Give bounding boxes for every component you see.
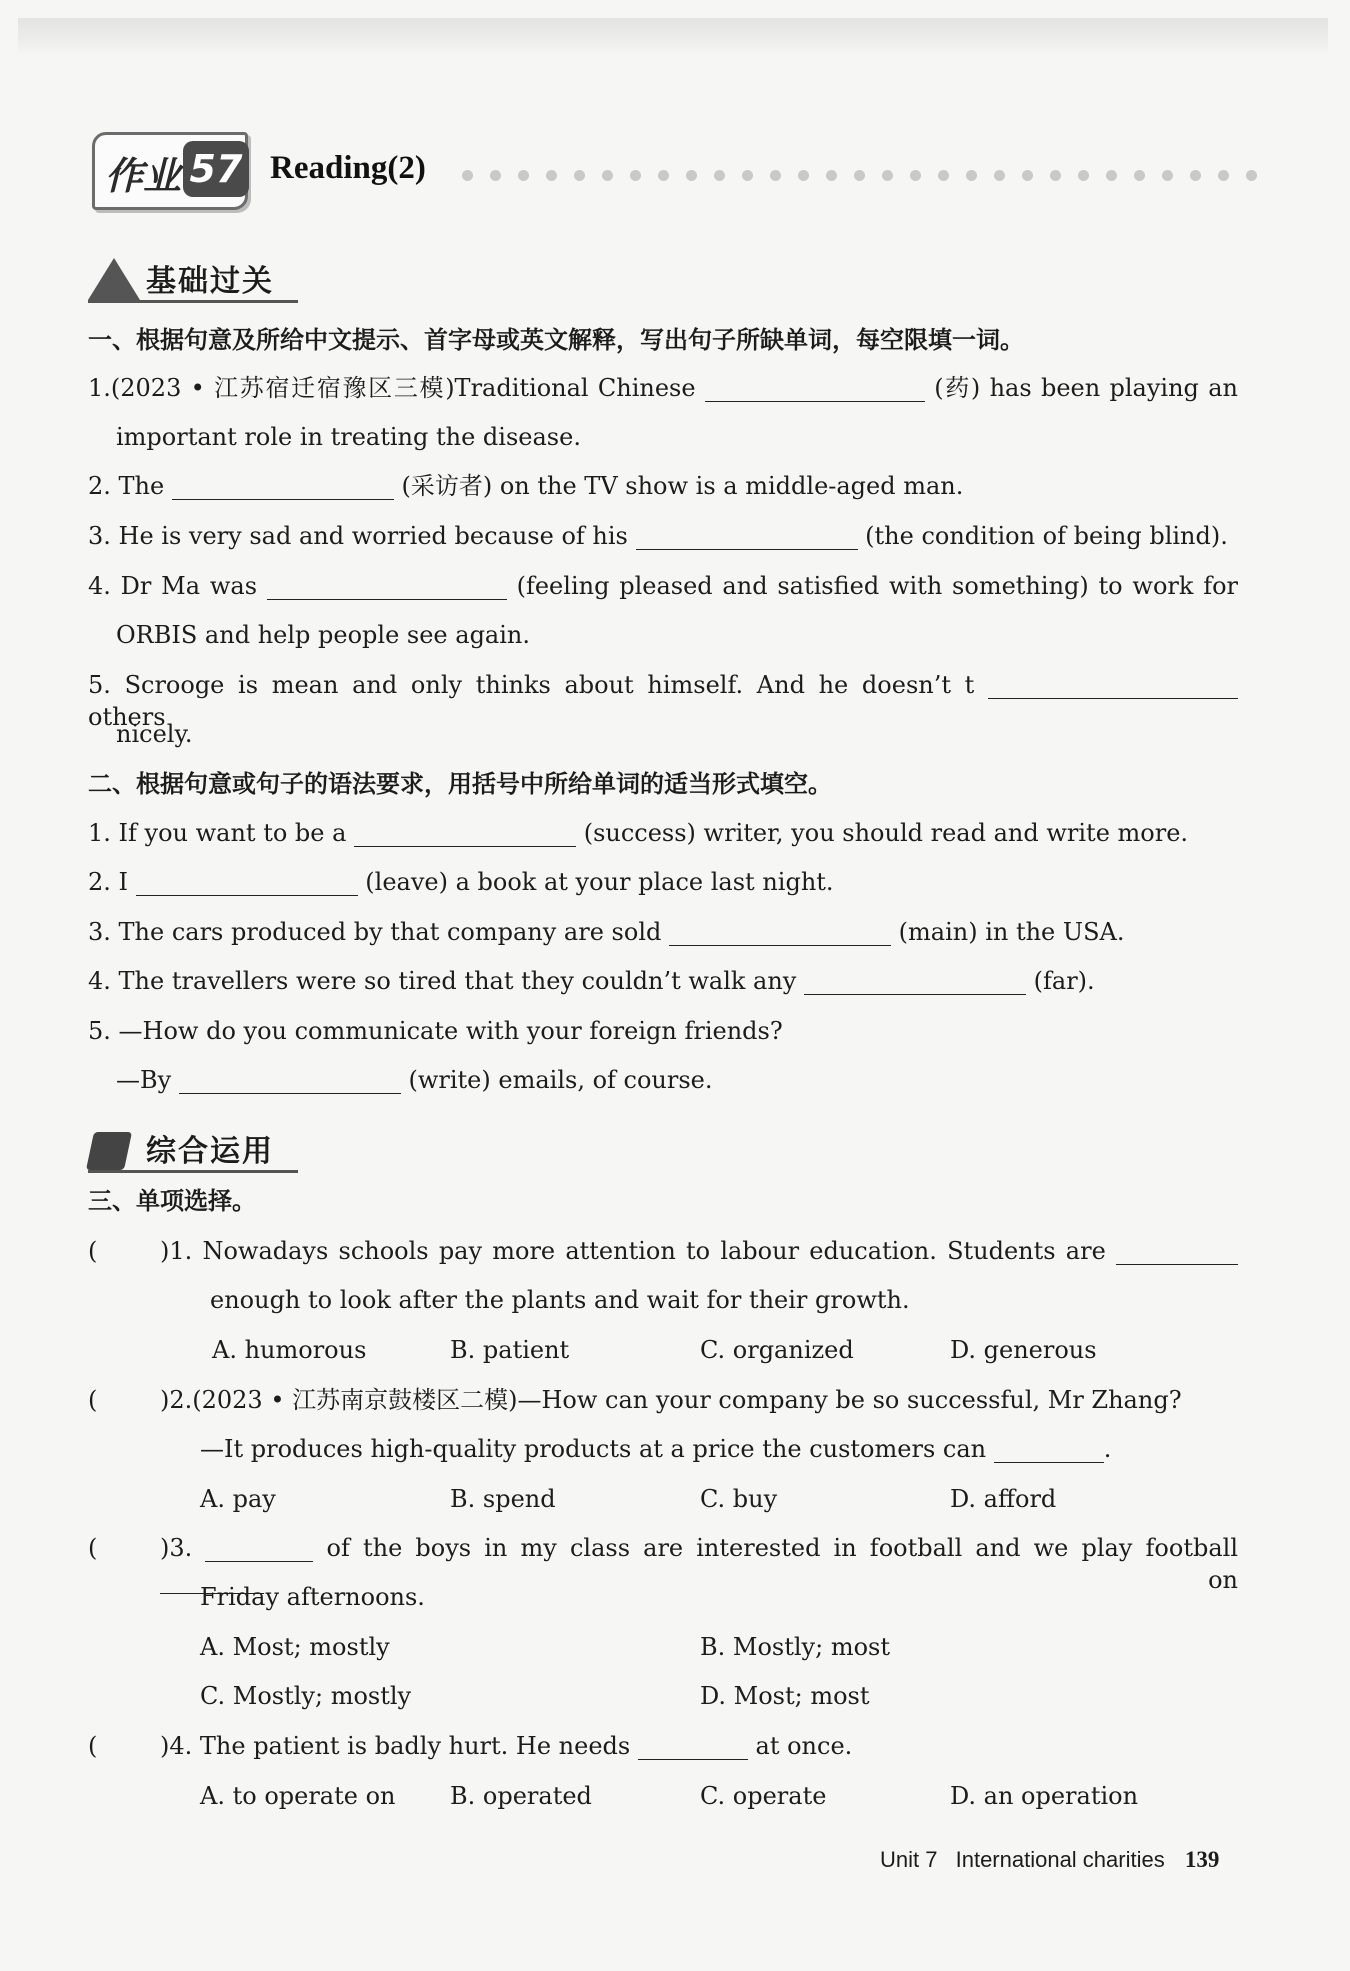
- instruction-3: 三、单项选择。: [88, 1187, 256, 1215]
- s1-question-2: [88, 470, 1238, 502]
- answer-blank[interactable]: [705, 375, 925, 402]
- option-c[interactable]: C. Mostly; mostly: [200, 1682, 412, 1710]
- mcq-2-period: .: [1103, 1435, 1112, 1463]
- option-c[interactable]: C. operate: [700, 1782, 827, 1810]
- option-b[interactable]: B. patient: [450, 1336, 570, 1364]
- s1-q1-text-a: 1.(2023 • 江苏宿迁宿豫区三模)Traditional Chinese: [88, 374, 696, 402]
- section-underline: [88, 1170, 298, 1173]
- answer-blank[interactable]: [205, 1535, 313, 1562]
- answer-blank[interactable]: [669, 919, 891, 946]
- section-heading-text: 基础过关: [146, 264, 274, 299]
- option-b[interactable]: B. spend: [450, 1485, 556, 1513]
- s2-q1-text-b: (success) writer, you should read and write more.: [583, 819, 1189, 847]
- mcq-1-stem: )1. Nowadays schools pay more attention to labour education. Students are: [160, 1237, 1106, 1265]
- triangle-icon: [88, 258, 140, 300]
- dot-divider: [462, 170, 1322, 184]
- s1-question-4: [88, 570, 1238, 602]
- s1-question-1: [88, 372, 1238, 404]
- homework-number: 57: [183, 141, 249, 197]
- option-c[interactable]: C. buy: [700, 1485, 778, 1513]
- answer-blank[interactable]: [1116, 1238, 1238, 1265]
- homework-badge: [92, 132, 248, 210]
- answer-blank[interactable]: [172, 473, 394, 500]
- answer-blank[interactable]: [636, 523, 858, 550]
- option-d[interactable]: D. an operation: [950, 1782, 1139, 1810]
- option-a[interactable]: A. Most; mostly: [200, 1633, 390, 1661]
- s2-q2-text-a: 2. I: [88, 868, 129, 896]
- s2-q2-text-b: (leave) a book at your place last night.: [365, 868, 834, 896]
- mcq-2-stem-b: —It produces high-quality products at a price the customers can: [200, 1435, 987, 1463]
- option-a[interactable]: A. humorous: [212, 1336, 367, 1364]
- option-d[interactable]: D. generous: [950, 1336, 1097, 1364]
- s1-q4-continued: ORBIS and help people see again.: [116, 621, 530, 649]
- s1-q1-text-b: (药) has been playing an: [934, 374, 1238, 402]
- mcq-1: [160, 1235, 1238, 1267]
- mcq-1-continued: enough to look after the plants and wait for their growth.: [210, 1286, 910, 1314]
- mcq-3-on: on: [1208, 1566, 1238, 1594]
- mcq-2: )2.(2023 • 江苏南京鼓楼区二模)—How can your company be so successful, Mr Zhang?: [160, 1386, 1182, 1414]
- page-title: Reading(2): [270, 150, 426, 186]
- footer-title: International charities: [955, 1847, 1165, 1872]
- s2-q3-text-b: (main) in the USA.: [898, 918, 1125, 946]
- scan-top-shadow: [18, 18, 1328, 56]
- footer-unit: Unit 7: [880, 1847, 938, 1872]
- section-heading-application: [88, 1122, 308, 1174]
- page-footer: [880, 1845, 1219, 1875]
- s2-q3-text-a: 3. The cars produced by that company are sold: [88, 918, 662, 946]
- s2-q1-text-a: 1. If you want to be a: [88, 819, 347, 847]
- homework-header: [92, 128, 1332, 212]
- option-b[interactable]: B. Mostly; most: [700, 1633, 890, 1661]
- mcq-3-continued: Friday afternoons.: [200, 1583, 425, 1611]
- mcq-4-stem-b: at once.: [755, 1732, 853, 1760]
- section-heading-text: 综合运用: [146, 1134, 274, 1169]
- answer-paren[interactable]: (: [88, 1732, 98, 1760]
- answer-paren[interactable]: (: [88, 1386, 98, 1414]
- option-a[interactable]: A. pay: [200, 1485, 276, 1513]
- section-heading-basics: [88, 252, 308, 304]
- option-a[interactable]: A. to operate on: [200, 1782, 396, 1810]
- answer-blank[interactable]: [804, 968, 1026, 995]
- mcq-3-num: )3.: [160, 1534, 193, 1562]
- s1-q2-text-b: (采访者) on the TV show is a middle-aged man.: [401, 472, 964, 500]
- section-underline: [88, 300, 298, 303]
- answer-blank[interactable]: [354, 820, 576, 847]
- mcq-2-continued: [200, 1433, 1238, 1465]
- s1-q5-text-a: 5. Scrooge is mean and only thinks about himself. And he doesn’t t: [88, 671, 975, 699]
- mcq-3-stem: of the boys in my class are interested in football and we play football: [326, 1534, 1238, 1562]
- option-d[interactable]: D. Most; most: [700, 1682, 870, 1710]
- answer-blank[interactable]: [988, 672, 1238, 699]
- answer-blank[interactable]: [994, 1436, 1104, 1463]
- answer-paren[interactable]: (: [88, 1534, 98, 1562]
- s1-q4-text-b: (feeling pleased and satisfied with something) to work for: [516, 572, 1238, 600]
- s2-question-1: [88, 817, 1238, 849]
- s1-q1-continued: important role in treating the disease.: [116, 423, 581, 451]
- option-d[interactable]: D. afford: [950, 1485, 1057, 1513]
- instruction-2: 二、根据句意或句子的语法要求，用括号中所给单词的适当形式填空。: [88, 770, 832, 798]
- answer-paren[interactable]: (: [88, 1237, 98, 1265]
- instruction-1: 一、根据句意及所给中文提示、首字母或英文解释，写出句子所缺单词，每空限填一词。: [88, 326, 1024, 354]
- s2-q4-text-a: 4. The travellers were so tired that they couldn’t walk any: [88, 967, 797, 995]
- homework-label: 作业: [105, 154, 182, 198]
- s2-question-2: [88, 866, 1238, 898]
- s1-q4-text-a: 4. Dr Ma was: [88, 572, 258, 600]
- answer-blank[interactable]: [267, 573, 507, 600]
- s1-q2-text-a: 2. The: [88, 472, 165, 500]
- answer-blank[interactable]: [179, 1067, 401, 1094]
- page-number: 139: [1184, 1847, 1220, 1872]
- s1-q5-text-b: others: [88, 703, 166, 731]
- answer-blank[interactable]: [638, 1733, 748, 1760]
- s1-q5-continued: nicely.: [116, 720, 193, 748]
- s2-q5-text-c: (write) emails, of course.: [408, 1066, 713, 1094]
- s2-q5-answer-line: [116, 1064, 1238, 1096]
- mcq-4-stem: )4. The patient is badly hurt. He needs: [160, 1732, 631, 1760]
- answer-blank[interactable]: [136, 869, 358, 896]
- book-icon: [86, 1132, 132, 1170]
- s2-q4-text-b: (far).: [1033, 967, 1095, 995]
- s2-question-3: [88, 916, 1238, 948]
- s2-question-5: 5. —How do you communicate with your foreign friends?: [88, 1017, 783, 1045]
- s1-question-3: [88, 520, 1238, 552]
- s2-q5-text-b: —By: [116, 1066, 172, 1094]
- option-c[interactable]: C. organized: [700, 1336, 854, 1364]
- s2-question-4: [88, 965, 1238, 997]
- s1-q3-text-a: 3. He is very sad and worried because of his: [88, 522, 628, 550]
- mcq-4: [160, 1730, 1238, 1762]
- option-b[interactable]: B. operated: [450, 1782, 592, 1810]
- s1-q3-text-b: (the condition of being blind).: [865, 522, 1228, 550]
